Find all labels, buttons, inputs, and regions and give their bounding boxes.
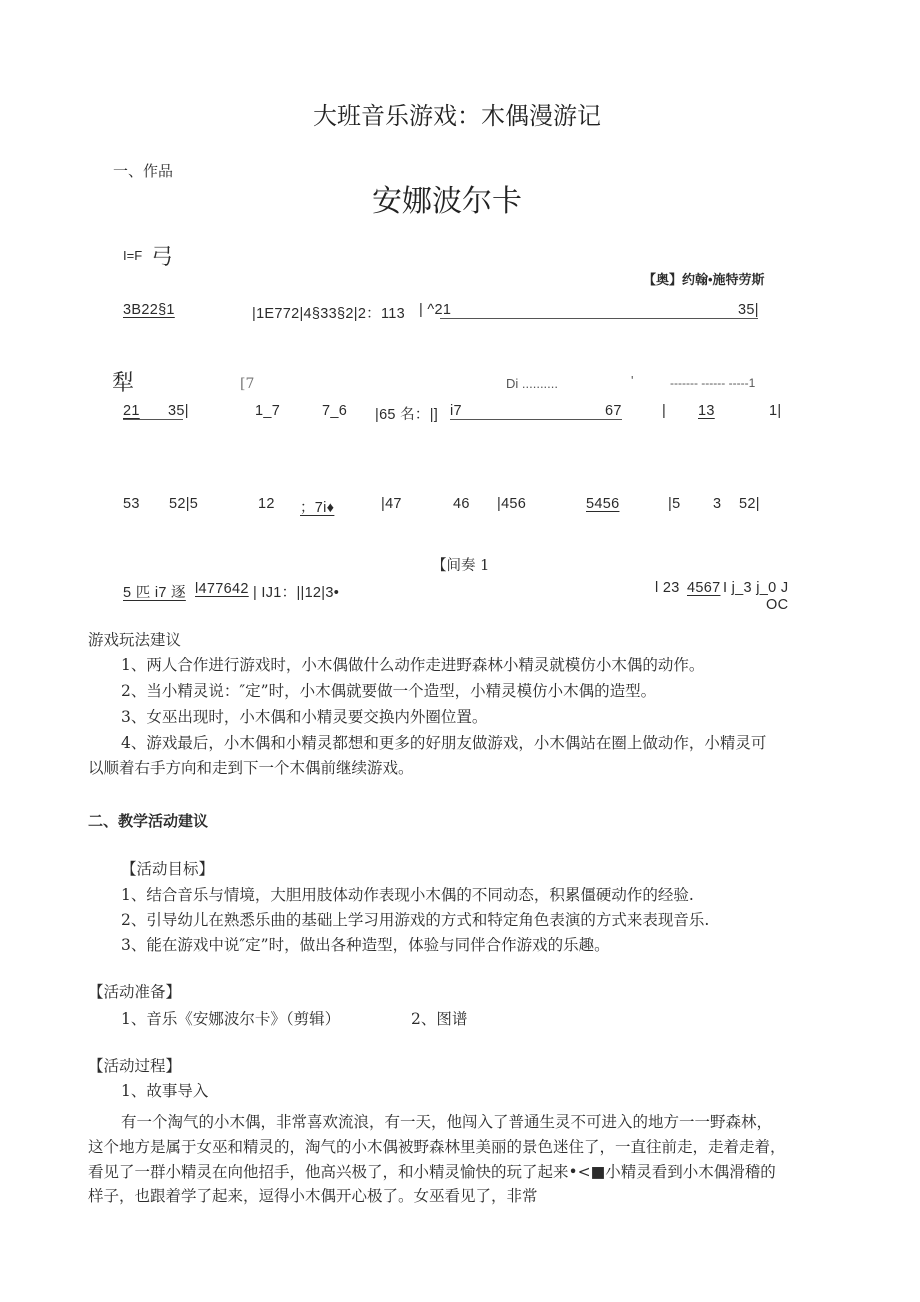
score-row1-measure-b: |1E772|4§33§2|2：113 (252, 306, 405, 322)
story-line-3: 看见了一群小精灵在向他招手，他高兴极了，和小精灵愉快的玩了起来•<■小精灵看到小木偶滑稽的 (88, 1163, 776, 1181)
score-dynamic-mark: Di .......... (506, 376, 559, 391)
score-row3-note-f: 46 (453, 496, 470, 512)
goal-2: 2、引导幼儿在熟悉乐曲的基础上学习用游戏的方式和特定角色表演的方式来表现音乐. (121, 911, 710, 929)
play-item-2: 2、当小精灵说：″定”时，小木偶就要做一个造型，小精灵模仿小木偶的造型。 (121, 682, 657, 700)
page-title: 大班音乐游戏：木偶漫游记 (313, 102, 601, 130)
score-tick: ' (631, 373, 634, 388)
composer: 【奥】约翰•施特劳斯 (643, 272, 765, 287)
score-row4-note-g: OC (766, 597, 789, 613)
score-row2-note-h: | (662, 403, 667, 419)
score-row2-note-e: |65 名：|] (375, 407, 439, 423)
score-row2-note-b: 35| (168, 403, 189, 419)
process-title: 【活动过程】 (88, 1057, 182, 1075)
score-glyph: 犁 (112, 371, 135, 396)
score-row1-measure-d: 35| (738, 302, 759, 318)
section-1-heading: 一、作品 (113, 163, 174, 180)
story-line-1: 有一个淘气的小木偶，非常喜欢流浪，有一天，他闯入了普通生灵不可进入的地方一一野森林， (121, 1113, 773, 1131)
score-row2-note-i: 13 (698, 403, 715, 419)
score-row3-note-k: 52| (739, 496, 760, 512)
play-item-4: 4、游戏最后，小木偶和小精灵都想和更多的好朋友做游戏，小木偶站在圈上做动作，小精灵可 (121, 734, 767, 752)
score-row3-note-j: 3 (713, 496, 722, 512)
score-row1-measure-c: | ^21 (419, 302, 452, 318)
score-row2-note-a: 21 (123, 403, 140, 419)
goal-3: 3、能在游戏中说″定”时，做出各种造型，体验与同伴合作游戏的乐趣。 (121, 936, 610, 954)
goal-1: 1、结合音乐与情境，大胆用肢体动作表现小木偶的不同动态，积累僵硬动作的经验. (121, 886, 694, 904)
play-title: 游戏玩法建议 (88, 631, 182, 649)
prep-title: 【活动准备】 (88, 983, 182, 1001)
score-row2-note-j: 1| (769, 403, 782, 419)
story-line-2: 这个地方是属于女巫和精灵的，淘气的小木偶被野森林里美丽的景色迷住了，一直往前走，走着走着， (88, 1138, 786, 1156)
score-row4-note-f: I j_3 j_0 J (723, 580, 789, 596)
score-row3-note-h: 5456 (586, 496, 620, 512)
score-row2-underline-b (450, 419, 622, 420)
score-dash-line: ------- ------ -----1 (670, 376, 756, 390)
score-row2-underline-a (123, 419, 183, 420)
score-row3-note-a: 53 (123, 496, 140, 512)
score-row4-note-d: l 23 (655, 580, 680, 596)
key-mark: 弓 (151, 245, 174, 270)
key-signature: I=F (123, 248, 143, 263)
score-bracket: [7 (240, 376, 255, 392)
score-row3-note-b: 52|5 (169, 496, 199, 512)
score-row4-note-e: 4567 (687, 580, 721, 596)
prep-item-1: 1、音乐《安娜波尔卡》（剪辑） (121, 1010, 341, 1028)
prep-item-2: 2、图谱 (411, 1010, 468, 1028)
play-item-1: 1、两人合作进行游戏时，小木偶做什么动作走进野森林小精灵就模仿小木偶的动作。 (121, 656, 705, 674)
score-row3-note-c: 12 (258, 496, 275, 512)
score-row2-note-d: 7_6 (322, 403, 348, 419)
score-row4-note-a: 5 匹 i7 逐 (123, 585, 186, 601)
score-row3-note-i: |5 (668, 496, 681, 512)
interlude-label: 【间奏 1 (432, 558, 490, 574)
goal-title: 【活动目标】 (121, 860, 215, 878)
play-item-4-cont: 以顺着右手方向和走到下一个木偶前继续游戏。 (88, 759, 414, 777)
score-row4-note-c: | IJ1：||12|3• (253, 585, 340, 601)
score-row2-note-g: 67 (605, 403, 622, 419)
process-step-1: 1、故事导入 (121, 1082, 209, 1100)
play-item-3: 3、女巫出现时，小木偶和小精灵要交换内外圈位置。 (121, 708, 488, 726)
story-line-4: 样子，也跟着学了起来，逗得小木偶开心极了。女巫看见了，非常 (88, 1187, 538, 1205)
score-row1-underline (440, 318, 758, 319)
score-row3-note-e: |47 (381, 496, 402, 512)
score-row1-measure-a: 3B22§1 (123, 302, 175, 318)
score-row2-note-f: i7 (450, 403, 462, 419)
score-row2-note-c: 1_7 (255, 403, 281, 419)
score-row4-note-b: l477642 (195, 581, 249, 597)
score-row3-note-g: |456 (497, 496, 527, 512)
section-2-heading: 二、教学活动建议 (88, 813, 209, 830)
score-row3-note-d: ；7i♦ (300, 500, 335, 516)
song-title: 安娜波尔卡 (372, 184, 522, 219)
